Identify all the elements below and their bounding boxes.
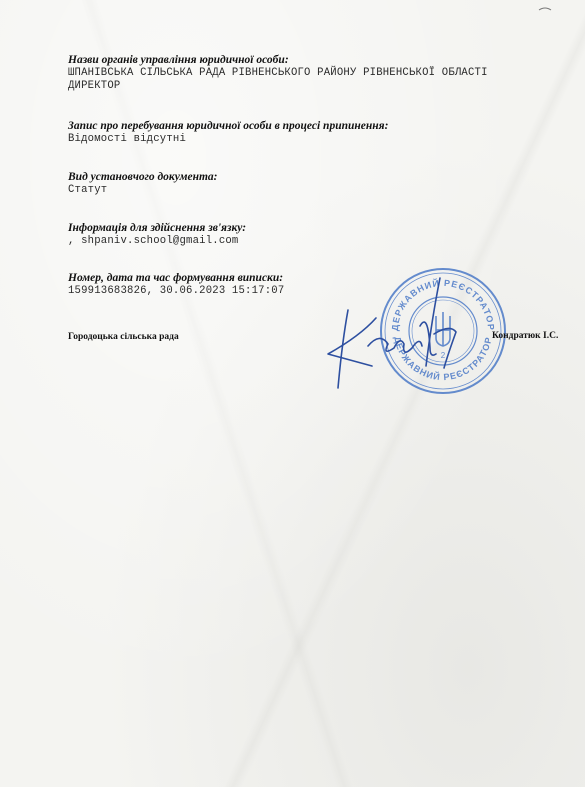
section-value-line: 159913683826, 30.06.2023 15:17:07 xyxy=(68,285,285,297)
section-label: Запис про перебування юридичної особи в процесі припинення: xyxy=(68,120,389,132)
scan-mark-icon xyxy=(538,6,552,14)
stamp-center-text: 2 xyxy=(440,351,446,360)
section-founding-document xyxy=(68,171,217,197)
handwritten-signature xyxy=(316,258,466,398)
section-value-line: ШПАНІВСЬКА СІЛЬСЬКА РАДА РІВНЕНСЬКОГО РАЙОНУ РІВНЕНСЬКОЇ ОБЛАСТІ xyxy=(68,67,488,79)
section-value-line: Статут xyxy=(68,184,108,196)
section-value-line: Відомості відсутні xyxy=(68,133,187,145)
section-contact-info xyxy=(68,222,246,248)
section-value-line: , shpaniv.school@gmail.com xyxy=(68,235,239,247)
stamp-bottom-text: ДЕРЖАВНИЙ РЕЄСТРАТОР xyxy=(392,335,494,383)
section-governing-bodies xyxy=(68,54,488,93)
issuing-organization: Городоцька сільська рада xyxy=(68,332,179,342)
section-label: Інформація для здійснення зв'язку: xyxy=(68,222,247,234)
section-label: Вид установчого документа: xyxy=(68,171,218,183)
section-label: Номер, дата та час формування виписки: xyxy=(68,272,284,284)
signatory-name: Кондратюк І.С. xyxy=(492,331,559,341)
section-label: Назви органів управління юридичної особи: xyxy=(68,54,289,66)
section-termination-record xyxy=(68,120,388,146)
section-value-line: ДИРЕКТОР xyxy=(68,80,121,92)
stamp-top-text: ДЕРЖАВНИЙ РЕЄСТРАТОР xyxy=(389,277,497,332)
section-extract-number xyxy=(68,272,284,298)
